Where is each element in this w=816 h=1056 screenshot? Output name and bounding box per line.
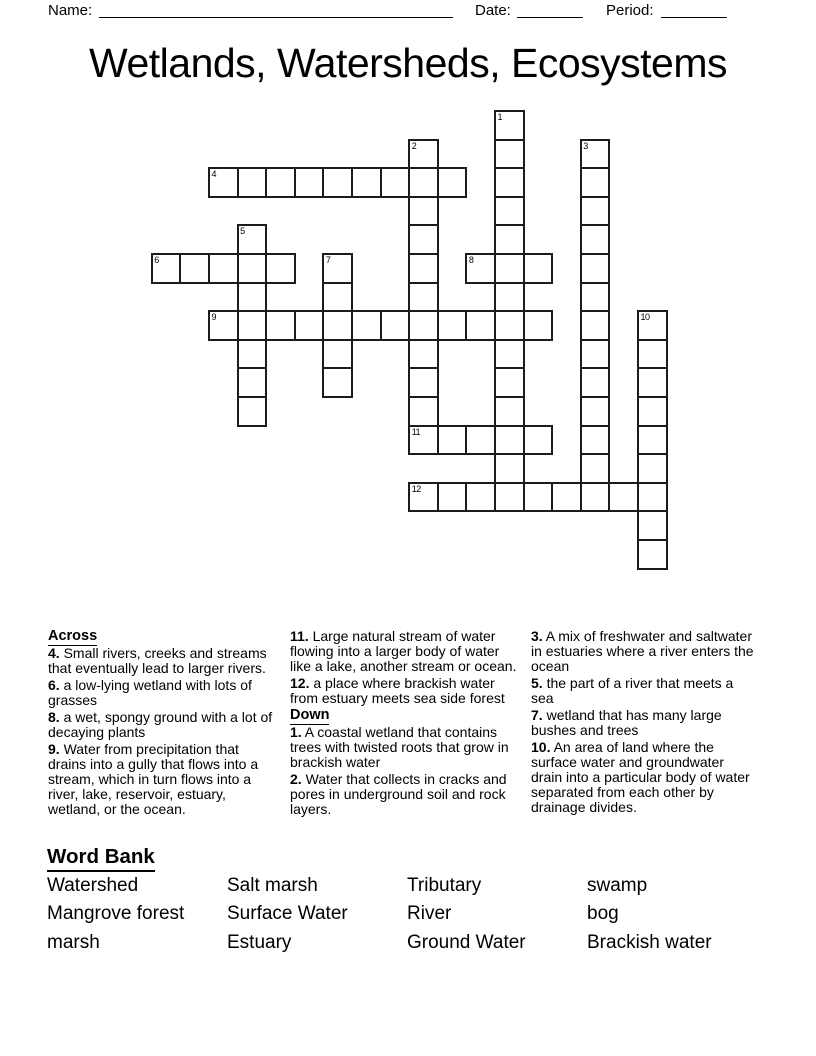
grid-cell bbox=[237, 167, 268, 198]
cell-number: 2 bbox=[411, 140, 417, 151]
grid-cell bbox=[208, 253, 239, 284]
word-bank-item: River bbox=[407, 903, 452, 925]
clue-6: 6. a low-lying wetland with lots of grasses bbox=[48, 677, 252, 708]
grid-cell bbox=[294, 167, 325, 198]
name-label: Name: bbox=[48, 2, 93, 19]
grid-cell bbox=[408, 282, 439, 313]
grid-cell bbox=[408, 339, 439, 370]
grid-cell bbox=[494, 167, 525, 198]
grid-cell bbox=[322, 367, 353, 398]
date-blank-line bbox=[517, 2, 583, 18]
grid-cell bbox=[465, 425, 496, 456]
date-label: Date: bbox=[475, 2, 511, 19]
clue-8: 8. a wet, spongy ground with a lot of decaying plants bbox=[48, 709, 273, 740]
clues-column-3 bbox=[531, 629, 759, 817]
cell-number: 12 bbox=[411, 483, 421, 494]
grid-cell bbox=[465, 253, 496, 284]
grid-cell bbox=[322, 339, 353, 370]
cell-number: 3 bbox=[583, 140, 588, 151]
grid-cell bbox=[637, 453, 668, 484]
grid-cell bbox=[237, 339, 268, 370]
grid-cell bbox=[637, 539, 668, 570]
grid-cell bbox=[237, 310, 268, 341]
clue-3: 3. A mix of freshwater and saltwater in estuaries where a river enters the ocean bbox=[531, 628, 754, 674]
crossword-grid bbox=[151, 110, 668, 570]
grid-cell bbox=[494, 367, 525, 398]
grid-cell bbox=[408, 482, 439, 513]
cell-number: 9 bbox=[211, 312, 216, 323]
word-bank-item: bog bbox=[587, 903, 619, 925]
grid-cell bbox=[408, 253, 439, 284]
word-bank-heading: Word Bank bbox=[47, 845, 155, 872]
clues-column-1 bbox=[48, 629, 278, 819]
clue-5: 5. the part of a river that meets a sea bbox=[531, 675, 734, 706]
grid-cell bbox=[580, 196, 611, 227]
down-heading: Down bbox=[290, 707, 330, 723]
grid-cell bbox=[523, 425, 554, 456]
grid-cell bbox=[237, 367, 268, 398]
grid-cell bbox=[237, 224, 268, 255]
grid-cell bbox=[580, 224, 611, 255]
grid-cell bbox=[465, 310, 496, 341]
grid-cell bbox=[494, 224, 525, 255]
word-bank-item: Surface Water bbox=[227, 903, 348, 925]
word-bank-list bbox=[47, 872, 767, 957]
grid-cell bbox=[437, 167, 468, 198]
grid-cell bbox=[437, 482, 468, 513]
grid-cell bbox=[637, 510, 668, 541]
grid-cell bbox=[380, 310, 411, 341]
grid-cell bbox=[265, 310, 296, 341]
cell-number: 1 bbox=[497, 112, 502, 122]
grid-cell bbox=[408, 367, 439, 398]
word-bank-item: Brackish water bbox=[587, 931, 712, 953]
grid-cell bbox=[494, 282, 525, 313]
grid-cell bbox=[494, 339, 525, 370]
grid-cell bbox=[637, 339, 668, 370]
grid-cell bbox=[580, 253, 611, 284]
cell-number: 8 bbox=[468, 255, 474, 265]
grid-cell bbox=[580, 167, 611, 198]
clue-7: 7. wetland that has many large bushes and trees bbox=[531, 707, 722, 738]
grid-cell bbox=[580, 396, 611, 427]
grid-cell bbox=[408, 310, 439, 341]
word-bank-item: marsh bbox=[47, 931, 100, 953]
cell-number: 5 bbox=[240, 226, 245, 237]
grid-cell bbox=[637, 396, 668, 427]
cell-number: 4 bbox=[211, 169, 216, 180]
clue-1: 1. A coastal wetland that contains trees with twisted roots that grow in brackish water bbox=[290, 724, 509, 770]
grid-cell bbox=[408, 425, 439, 456]
grid-cell bbox=[637, 425, 668, 456]
grid-cell bbox=[408, 139, 439, 170]
grid-cell bbox=[265, 253, 296, 284]
grid-cell bbox=[408, 167, 439, 198]
grid-cell bbox=[408, 196, 439, 227]
name-blank-line bbox=[99, 2, 453, 18]
grid-cell bbox=[580, 367, 611, 398]
grid-cell bbox=[294, 310, 325, 341]
grid-cell bbox=[551, 482, 582, 513]
grid-cell bbox=[580, 339, 611, 370]
grid-cell bbox=[322, 282, 353, 313]
across-heading: Across bbox=[48, 628, 98, 644]
grid-cell bbox=[494, 110, 525, 141]
cell-number: 7 bbox=[325, 255, 331, 265]
grid-cell bbox=[151, 253, 182, 284]
clue-10: 10. An area of land where the surface water and groundwater drain into a particular body of water separated from each other by drainage divides. bbox=[531, 739, 750, 815]
clue-4: 4. Small rivers, creeks and streams that eventually lead to larger rivers. bbox=[48, 645, 267, 676]
grid-cell bbox=[637, 367, 668, 398]
grid-cell bbox=[580, 139, 611, 170]
cell-number: 11 bbox=[411, 426, 421, 437]
grid-cell bbox=[322, 253, 353, 284]
page-title: Wetlands, Watersheds, Ecosystems bbox=[89, 40, 727, 86]
grid-cell bbox=[208, 167, 239, 198]
grid-cell bbox=[494, 253, 525, 284]
grid-cell bbox=[580, 282, 611, 313]
grid-cell bbox=[265, 167, 296, 198]
grid-cell bbox=[523, 482, 554, 513]
grid-cell bbox=[494, 396, 525, 427]
clue-9: 9. Water from precipitation that drains into a gully that flows into a stream, which in turn flows into a river, lake, reservoir, estuary, wetland, or the ocean. bbox=[48, 741, 259, 817]
grid-cell bbox=[494, 482, 525, 513]
grid-cell bbox=[494, 453, 525, 484]
grid-cell bbox=[580, 453, 611, 484]
word-bank-item: Tributary bbox=[407, 875, 482, 896]
period-blank-line bbox=[661, 2, 727, 18]
word-bank-item: Mangrove forest bbox=[47, 903, 185, 925]
clue-12: 12. a place where brackish water from estuary meets sea side forest bbox=[290, 675, 505, 706]
grid-cell bbox=[237, 253, 268, 284]
grid-cell bbox=[437, 425, 468, 456]
grid-cell bbox=[580, 425, 611, 456]
word-bank-item: Ground Water bbox=[407, 931, 526, 953]
grid-cell bbox=[637, 310, 668, 341]
grid-cell bbox=[208, 310, 239, 341]
grid-cell bbox=[237, 282, 268, 313]
grid-cell bbox=[380, 167, 411, 198]
grid-cell bbox=[408, 224, 439, 255]
grid-cell bbox=[465, 482, 496, 513]
cell-number: 10 bbox=[640, 312, 650, 323]
word-bank-item: Estuary bbox=[227, 931, 292, 953]
grid-cell bbox=[494, 139, 525, 170]
clue-2: 2. Water that collects in cracks and pores in underground soil and rock layers. bbox=[290, 771, 507, 817]
grid-cell bbox=[494, 425, 525, 456]
grid-cell bbox=[523, 253, 554, 284]
grid-cell bbox=[494, 196, 525, 227]
grid-cell bbox=[523, 310, 554, 341]
word-bank-item: Watershed bbox=[47, 875, 139, 896]
grid-cell bbox=[408, 396, 439, 427]
grid-cell bbox=[580, 482, 611, 513]
grid-cell bbox=[237, 396, 268, 427]
grid-cell bbox=[322, 310, 353, 341]
grid-cell bbox=[608, 482, 639, 513]
period-label: Period: bbox=[606, 2, 654, 19]
word-bank-item: swamp bbox=[587, 875, 648, 896]
grid-cell bbox=[179, 253, 210, 284]
grid-cell bbox=[580, 310, 611, 341]
word-bank-item: Salt marsh bbox=[227, 875, 318, 896]
grid-cell bbox=[437, 310, 468, 341]
clues-column-2 bbox=[290, 629, 520, 819]
grid-cell bbox=[351, 167, 382, 198]
grid-cell bbox=[637, 482, 668, 513]
grid-cell bbox=[494, 310, 525, 341]
grid-cell bbox=[322, 167, 353, 198]
cell-number: 6 bbox=[154, 255, 159, 265]
clue-11: 11. Large natural stream of water flowing into a larger body of water like a lake, another stream or ocean. bbox=[290, 628, 517, 674]
grid-cell bbox=[351, 310, 382, 341]
